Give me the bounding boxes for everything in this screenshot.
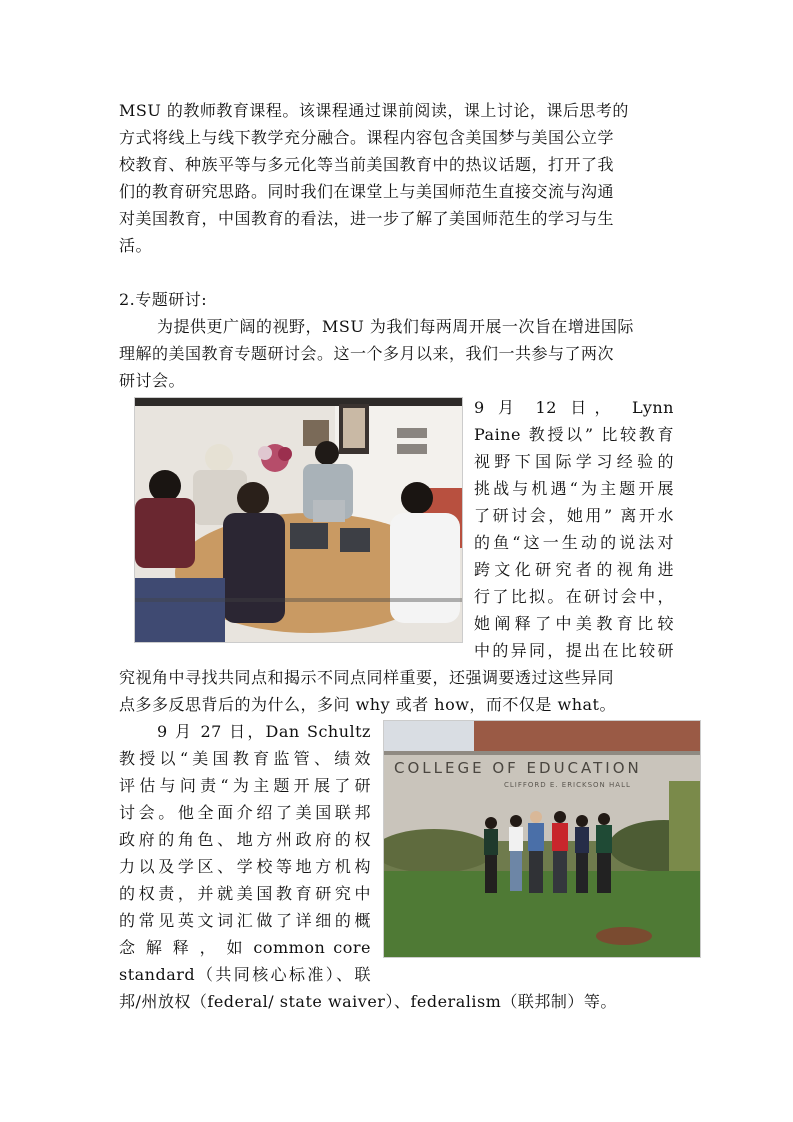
paragraph-line: 活。 [119, 236, 153, 255]
paragraph-line: 她阐释了中美教育比较 [474, 614, 674, 633]
paragraph-line: 方式将线上与线下教学充分融合。课程内容包含美国梦与美国公立学 [119, 128, 615, 147]
paragraph-line: 中的异同，提出在比较研 [474, 641, 674, 660]
paragraph-line: 理解的美国教育专题研讨会。这一个多月以来，我们一共参与了两次 [119, 344, 615, 363]
paragraph-line: 教授以“美国教育监管、绩效 [119, 749, 371, 768]
paragraph-line: 念 解 释 ， 如 common core [119, 938, 371, 957]
paragraph-line: 跨文化研究者的视角进 [474, 560, 674, 579]
paragraph-line: 们的教育研究思路。同时我们在课堂上与美国师范生直接交流与沟通 [119, 182, 615, 201]
paragraph-line: 的常见英文词汇做了详细的概 [119, 911, 371, 930]
paragraph-line: 视野下国际学习经验的 [474, 452, 674, 471]
building-sign-text: COLLEGE OF EDUCATION [394, 759, 642, 777]
paragraph-line: 的鱼“这一生动的说法对 [474, 533, 674, 552]
paragraph-line: 的权责，并就美国教育研究中 [119, 884, 371, 903]
section-heading: 2.专题研讨: [119, 290, 208, 309]
paragraph-line: 研讨会。 [119, 371, 186, 390]
paragraph-line: 为提供更广阔的视野，MSU 为我们每两周开展一次旨在增进国际 [157, 317, 634, 336]
group-photo-image [384, 721, 700, 957]
group-photo [383, 720, 701, 958]
paragraph-line: 行了比拟。在研讨会中， [474, 587, 674, 606]
paragraph-line: 校教育、种族平等与多元化等当前美国教育中的热议话题，打开了我 [119, 155, 615, 174]
paragraph-line: standard（共同核心标准）、联 [119, 965, 371, 984]
building-sign-subtext: CLIFFORD E. ERICKSON HALL [504, 781, 631, 789]
paragraph-line: 了研讨会，她用” 离开水 [474, 506, 674, 525]
paragraph-line: 挑战与机遇“为主题开展 [474, 479, 674, 498]
paragraph-line: 邦/州放权（federal/ state waiver）、federalism（联邦制）等。 [119, 992, 617, 1011]
paragraph-line: 9 月 12 日， Lynn [474, 398, 674, 417]
seminar-photo-image [135, 398, 462, 642]
paragraph-line: 政府的角色、地方州政府的权 [119, 830, 371, 849]
paragraph-line: MSU 的教师教育课程。该课程通过课前阅读，课上讨论，课后思考的 [119, 101, 629, 120]
paragraph-line: 对美国教育，中国教育的看法，进一步了解了美国师范生的学习与生 [119, 209, 615, 228]
paragraph-line: Paine 教授以” 比较教育 [474, 425, 674, 444]
paragraph-line: 点多多反思背后的为什么，多问 why 或者 how，而不仅是 what。 [119, 695, 616, 714]
paragraph-line: 9 月 27 日，Dan Schultz [157, 722, 371, 741]
paragraph-line: 评估与问责“为主题开展了研 [119, 776, 371, 795]
paragraph-line: 究视角中寻找共同点和揭示不同点同样重要，还强调要透过这些异同 [119, 668, 615, 687]
seminar-photo [134, 397, 463, 643]
paragraph-line: 讨会。他全面介绍了美国联邦 [119, 803, 371, 822]
paragraph-line: 力以及学区、学校等地方机构 [119, 857, 371, 876]
